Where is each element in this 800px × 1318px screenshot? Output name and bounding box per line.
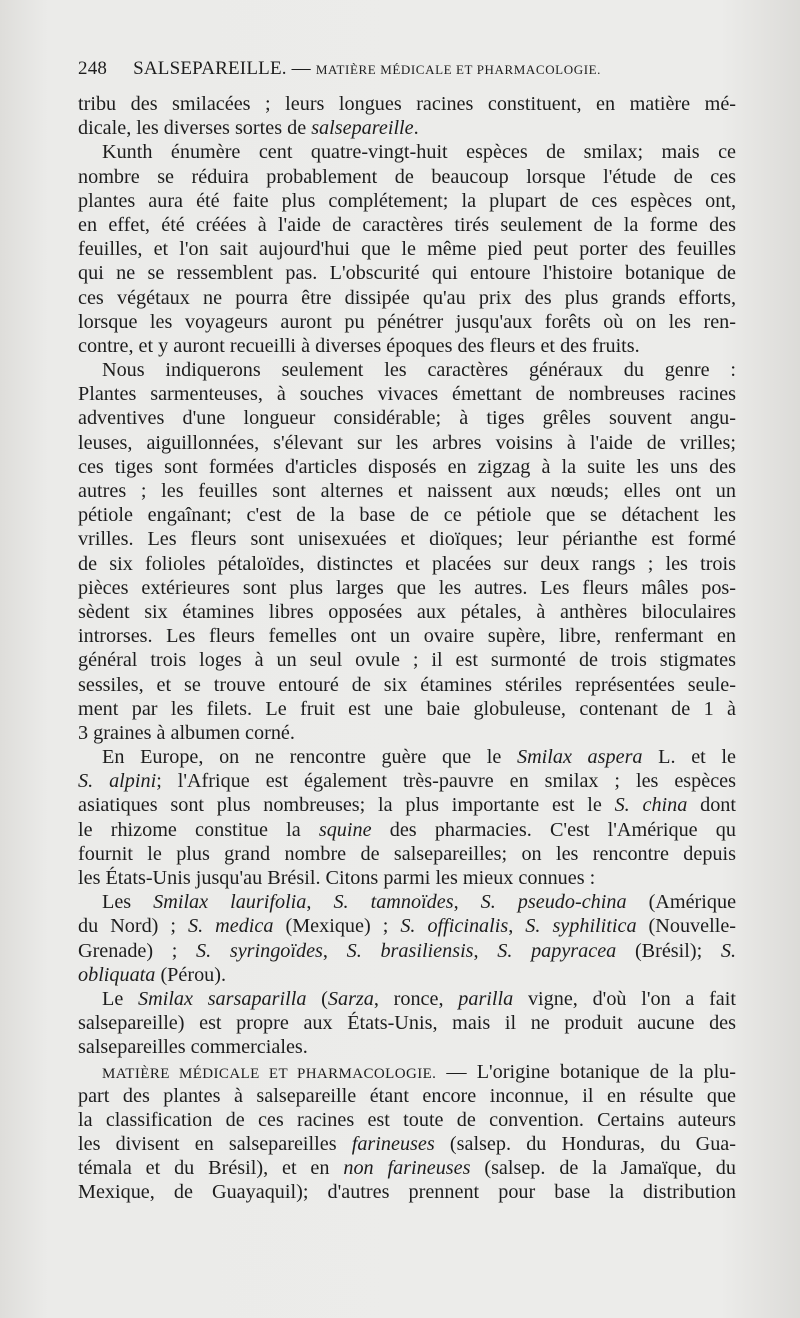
text-line — [78, 866, 736, 890]
text-run: , ronce, — [373, 987, 459, 1010]
italic-text: S. — [720, 939, 737, 962]
text-line — [78, 286, 736, 310]
text-line — [78, 987, 736, 1011]
text-run: salsepareilles commerciales. — [78, 1036, 308, 1059]
text-line — [78, 406, 736, 430]
text-run: plantes aura été faite plus complétement; la plupart de ces espèces ont, — [78, 189, 736, 212]
text-run: sèdent six étamines libres opposées aux pétales, à anthères biloculaires — [78, 600, 736, 623]
text-run: tribu des smilacées ; leurs longues racines constituent, en matière mé- — [78, 93, 736, 115]
text-run: feuilles, et l'on sait aujourd'hui que le même pied peut porter des feuilles — [78, 238, 736, 261]
text-run: Grenade) ; — [78, 939, 197, 962]
text-run: le rhizome constitue la — [78, 818, 319, 841]
text-run: lorsque les voyageurs auront pu pénétrer jusqu'aux forêts où on les ren- — [78, 310, 736, 333]
text-run: , — [453, 891, 481, 914]
text-run: pétiole engaînant; c'est de la base de ce pétiole que se détachent les — [78, 504, 736, 527]
text-run: dicale, les diverses sortes de — [78, 117, 312, 140]
text-line — [78, 431, 736, 455]
text-line — [78, 1035, 736, 1059]
italic-text: Smilax laurifolia — [153, 891, 307, 914]
text-run: contre, et y auront recueilli à diverses époques des fleurs et des fruits. — [78, 334, 640, 357]
text-run: ment par les filets. Le fruit est une baie globuleuse, contenant de 1 à — [78, 697, 736, 720]
text-line — [78, 189, 736, 213]
text-run: Mexique, de Guayaquil); d'autres prennent pour base la distribution — [78, 1181, 736, 1204]
text-run: L. et le — [642, 746, 736, 769]
text-line — [78, 140, 736, 164]
text-line — [78, 116, 736, 140]
italic-text: parilla — [458, 987, 514, 1010]
text-line — [78, 1156, 736, 1180]
text-line — [78, 1180, 736, 1204]
text-run: vigne, d'où l'on a fait — [513, 987, 736, 1010]
text-run: (Mexique) ; — [273, 915, 401, 938]
text-run: (salsep. du Honduras, du Gua- — [434, 1133, 736, 1156]
italic-text: squine — [318, 818, 372, 841]
text-run: (Pérou). — [155, 963, 227, 986]
header-title: SALSEPAREILLE. — [133, 58, 287, 79]
text-run: les divisent en salsepareilles — [78, 1133, 352, 1156]
text-line — [78, 382, 736, 406]
text-run: leuses, aiguillonnées, s'élevant sur les arbres voisins à l'aide de vrilles; — [78, 431, 736, 454]
text-line — [78, 963, 736, 987]
text-run: — L'origine botanique de la plu- — [436, 1060, 736, 1083]
text-line — [78, 527, 736, 551]
text-run: adventives d'une longueur considérable; à tiges grêles souvent angu- — [78, 407, 736, 430]
text-line — [78, 793, 736, 817]
text-run: Kunth énumère cent quatre-vingt-huit espèces de smilax; mais ce — [102, 141, 736, 164]
italic-text: non farineuses — [343, 1157, 471, 1180]
text-run: les États-Unis jusqu'au Brésil. Citons parmi les mieux connues : — [78, 867, 596, 889]
text-run: . — [413, 117, 419, 140]
italic-text: S. china — [614, 794, 688, 817]
text-run: la classification de ces racines est toute de convention. Certains auteurs — [78, 1108, 736, 1131]
text-run: (salsep. de la Jamaïque, du — [470, 1157, 736, 1180]
italic-text: farineuses — [351, 1133, 435, 1156]
running-header — [78, 58, 738, 80]
text-line — [78, 673, 736, 697]
italic-text: obliquata — [78, 963, 156, 986]
text-run: part des plantes à salsepareille étant encore inconnue, il en résulte que — [78, 1084, 736, 1107]
text-line — [78, 624, 736, 648]
text-line — [78, 92, 736, 116]
text-run: dont — [687, 794, 737, 817]
text-run: , — [473, 939, 498, 962]
header-section: MATIÈRE MÉDICALE ET PHARMACOLOGIE. — [315, 62, 602, 77]
text-line — [78, 842, 736, 866]
text-line — [78, 1132, 736, 1156]
text-line — [78, 1084, 736, 1108]
text-line — [78, 648, 736, 672]
text-line — [78, 721, 736, 745]
header-dash: — — [291, 58, 311, 79]
italic-text: Smilax aspera — [516, 746, 643, 769]
text-line — [78, 1108, 736, 1132]
text-run: qui ne se ressemblent pas. L'obscurité qui entoure l'histoire botanique de — [78, 262, 736, 285]
text-run: pièces extérieures sont plus larges que les autres. Les fleurs mâles pos- — [78, 576, 736, 599]
text-run: Nous indiquerons seulement les caractères généraux du genre : — [102, 359, 736, 382]
text-run: Le — [102, 987, 139, 1010]
text-run: fournit le plus grand nombre de salsepareilles; on les rencontre depuis — [78, 842, 736, 865]
text-run: En Europe, on ne rencontre guère que le — [102, 746, 517, 769]
italic-text: S. syphilitica — [525, 915, 637, 938]
text-run: général trois loges à un seul ovule ; il est surmonté de trois stigmates — [78, 649, 736, 672]
text-run: 3 graines à albumen corné. — [78, 721, 295, 744]
text-line — [78, 914, 736, 938]
text-line — [78, 890, 736, 914]
italic-text: Sarza — [327, 987, 374, 1010]
text-run: asiatiques sont plus nombreuses; la plus importante est le — [78, 794, 615, 817]
text-line — [78, 165, 736, 189]
text-run: , — [322, 939, 347, 962]
text-line — [78, 552, 736, 576]
text-line — [78, 358, 736, 382]
italic-text: S. papyracea — [497, 939, 617, 962]
page-number: 248 — [78, 58, 108, 79]
text-run: , — [306, 891, 334, 914]
italic-text: S. alpini — [78, 770, 157, 793]
small-caps-heading: MATIÈRE MÉDICALE ET PHARMACOLOGIE. — [102, 1065, 437, 1082]
text-run: témala et du Brésil), et en — [78, 1157, 344, 1180]
italic-text: S. medica — [188, 915, 274, 938]
italic-text: salsepareille — [311, 117, 414, 140]
text-run: introrses. Les fleurs femelles ont un ovaire supère, libre, renfermant en — [78, 625, 736, 648]
text-run: , — [508, 915, 526, 938]
text-line — [78, 1011, 736, 1035]
text-line — [78, 479, 736, 503]
text-line — [78, 1060, 736, 1084]
italic-text: S. pseudo-china — [480, 891, 627, 914]
text-line — [78, 939, 736, 963]
text-run: (Brésil); — [616, 939, 721, 962]
text-run: ( — [306, 987, 328, 1010]
text-run: ces tiges sont formées d'articles disposés en zigzag à la suite les uns des — [78, 455, 736, 478]
text-line — [78, 818, 736, 842]
italic-text: S. syringoïdes — [196, 939, 323, 962]
text-run: Plantes sarmenteuses, à souches vivaces émettant de nombreuses racines — [78, 383, 736, 406]
text-line — [78, 334, 736, 358]
text-line — [78, 237, 736, 261]
text-run: sessiles, et se trouve entouré de six étamines stériles représentées seule- — [78, 673, 736, 696]
text-line — [78, 576, 736, 600]
text-run: vrilles. Les fleurs sont unisexuées et dioïques; leur périanthe est formé — [78, 528, 736, 551]
text-line — [78, 310, 736, 334]
italic-text: Smilax sarsaparilla — [138, 987, 307, 1010]
text-run: salsepareille) est propre aux États-Unis, mais il ne produit aucune des — [78, 1012, 736, 1035]
text-run: ces végétaux ne pourra être dissipée qu'au prix des plus grands efforts, — [78, 286, 736, 309]
text-run: des pharmacies. C'est l'Amérique qu — [371, 818, 736, 841]
text-line — [78, 745, 736, 769]
text-line — [78, 769, 736, 793]
text-run: de six folioles pétaloïdes, distinctes et placées sur deux rangs ; les trois — [78, 552, 736, 575]
text-run: autres ; les feuilles sont alternes et naissent aux nœuds; elles ont un — [78, 480, 736, 502]
text-run: Les — [102, 891, 154, 914]
body-text — [78, 92, 736, 1205]
text-run: en effet, été créées à l'aide de caractères tirés seulement de la forme des — [78, 213, 736, 236]
text-line — [78, 697, 736, 721]
italic-text: S. tamnoïdes — [333, 891, 454, 914]
italic-text: S. officinalis — [400, 915, 509, 938]
text-run: nombre se réduira probablement de beaucoup lorsque l'étude de ces — [78, 165, 736, 188]
text-line — [78, 455, 736, 479]
text-line — [78, 213, 736, 237]
text-run: (Amérique — [626, 891, 737, 914]
text-run: (Nouvelle- — [636, 915, 736, 938]
text-run: du Nord) ; — [78, 915, 189, 938]
text-line — [78, 261, 736, 285]
italic-text: S. brasiliensis — [346, 939, 474, 962]
text-run: ; l'Afrique est également très-pauvre en smilax ; les espèces — [156, 770, 736, 793]
text-line — [78, 503, 736, 527]
text-line — [78, 600, 736, 624]
